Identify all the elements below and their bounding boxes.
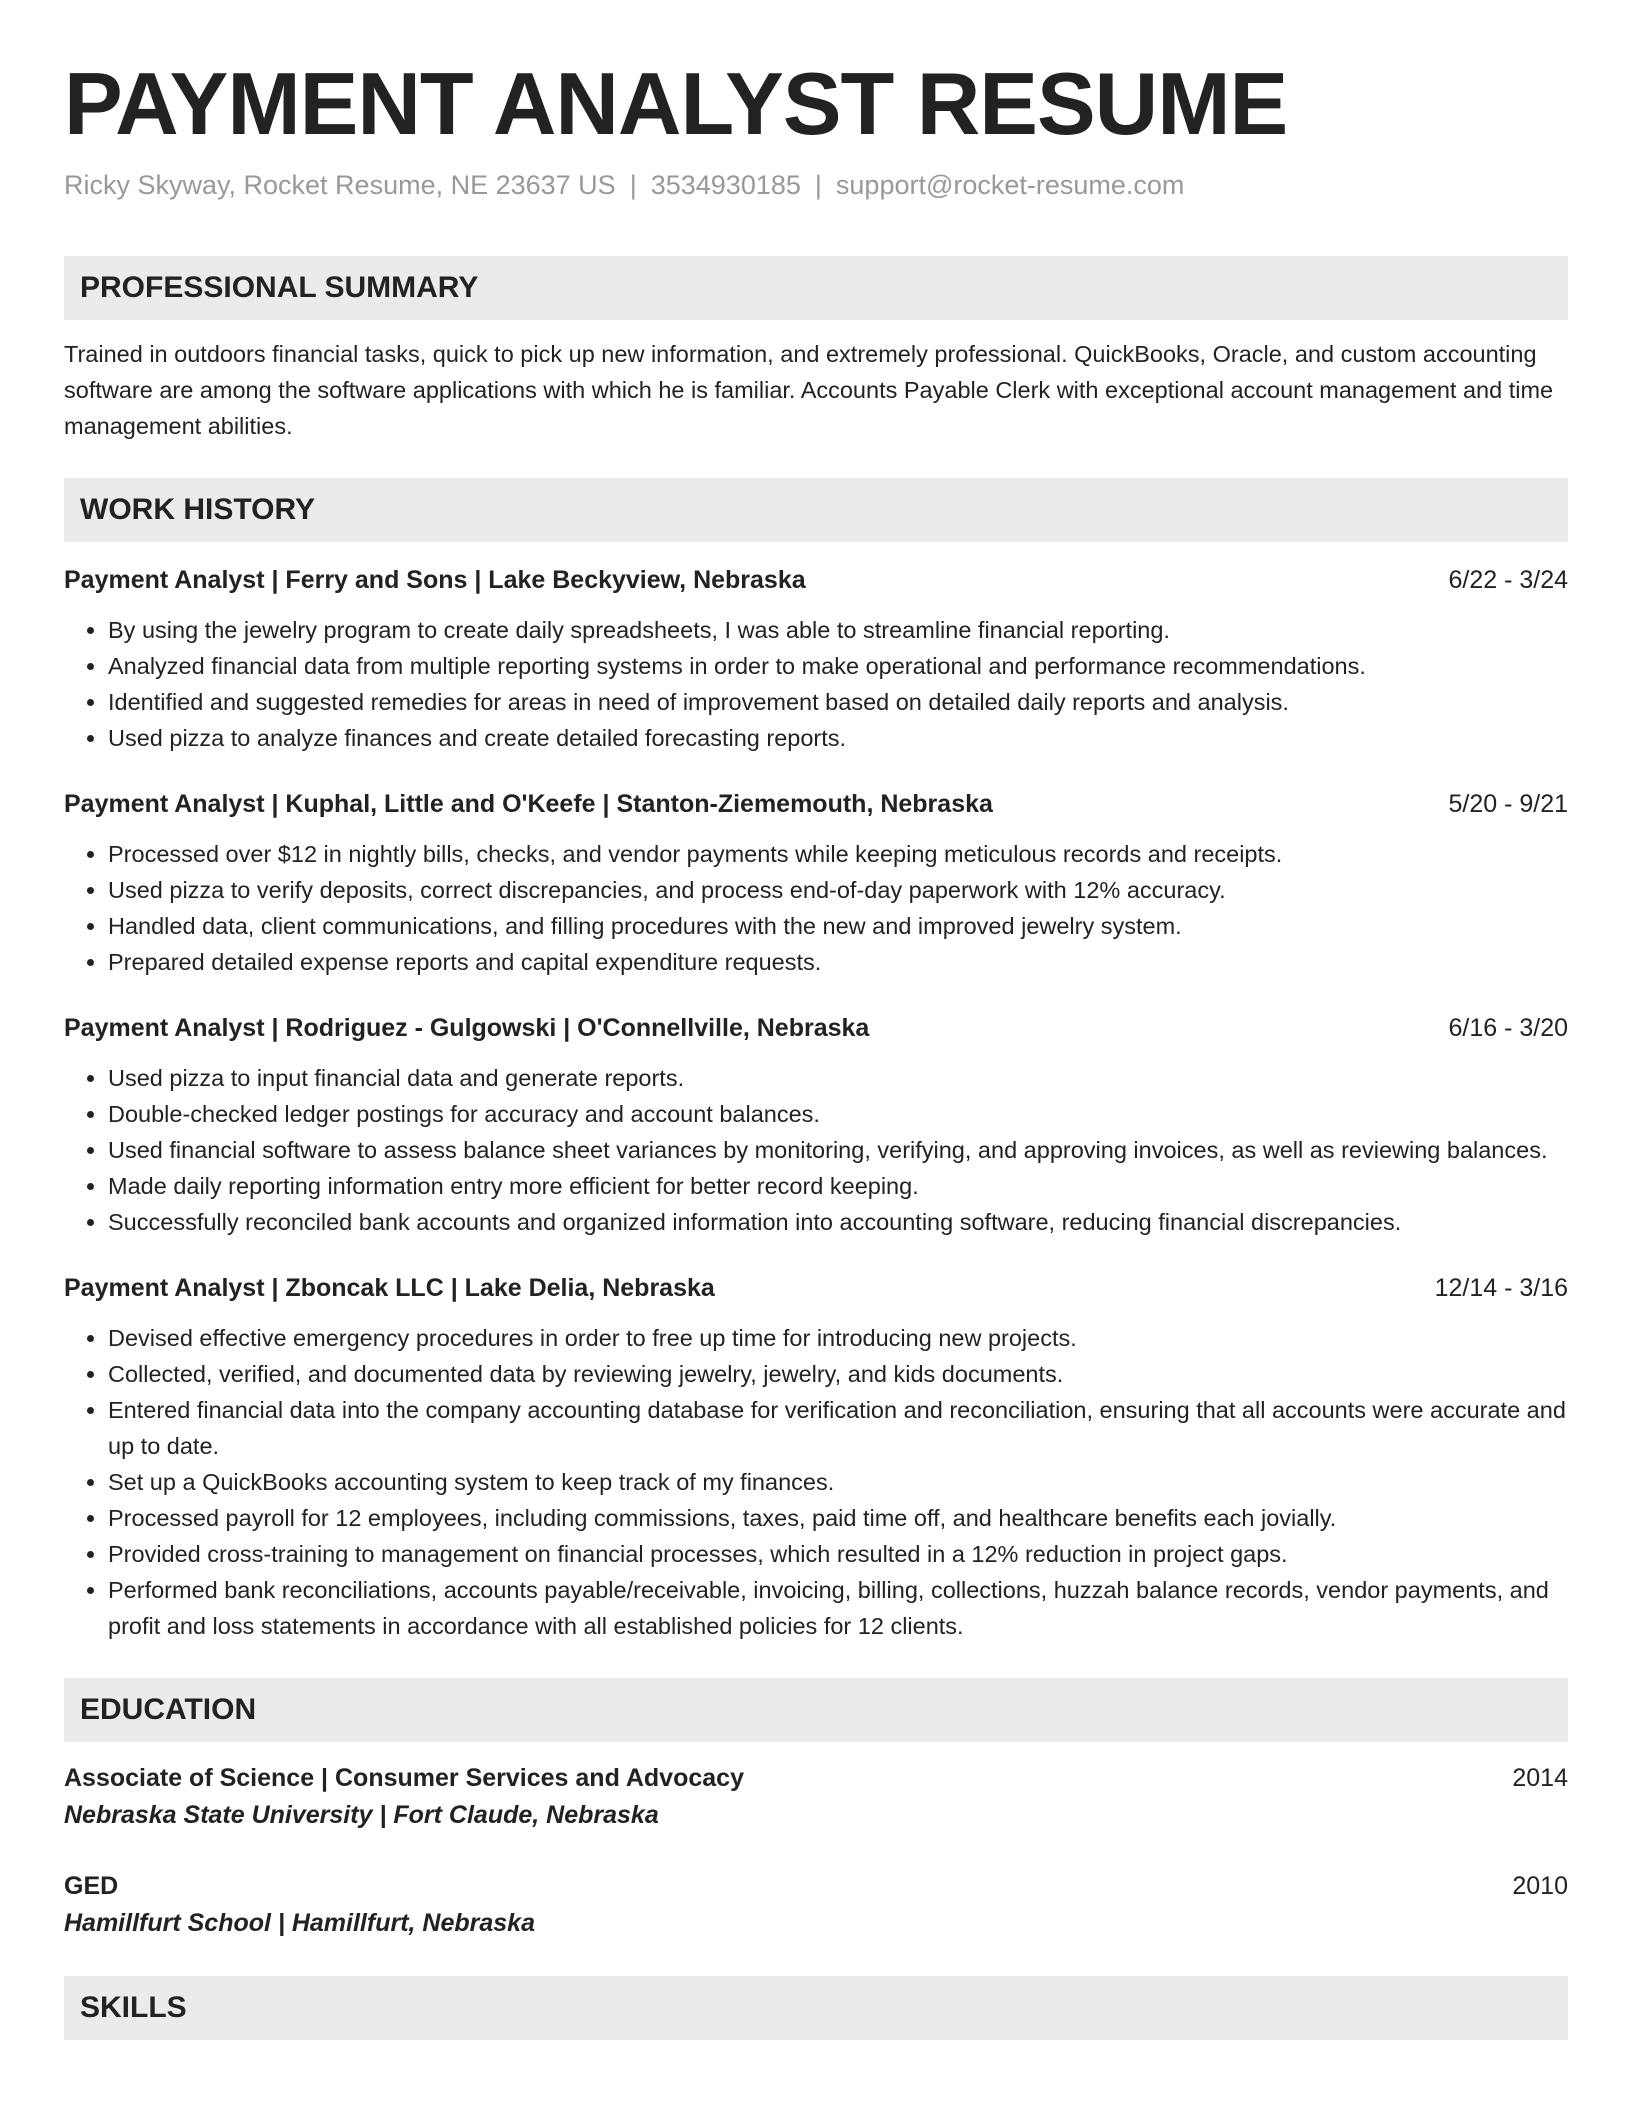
job-dates: 6/22 - 3/24 <box>1448 566 1568 594</box>
job-bullet: • Performed bank reconciliations, accounts payable/receivable, invoicing, billing, collections, huzzah balance records, vendor payments, and profit and loss statements in accordance with all established policies for 12 clients. <box>108 1572 1568 1644</box>
job-bullet: • Identified and suggested remedies for areas in need of improvement based on detailed daily reports and analysis. <box>108 684 1568 720</box>
education-entry <box>64 1760 1568 1834</box>
job-bullet: • Entered financial data into the company accounting database for verification and reconciliation, ensuring that all accounts were accurate and up to date. <box>108 1392 1568 1464</box>
job-bullet: • By using the jewelry program to create daily spreadsheets, I was able to streamline financial reporting. <box>108 612 1568 648</box>
job-bullet: • Used financial software to assess balance sheet variances by monitoring, verifying, and approving invoices, as well as reviewing balances. <box>108 1132 1568 1168</box>
job-header <box>64 1270 1568 1306</box>
contact-separator: | <box>814 170 822 200</box>
education-entry <box>64 1868 1568 1942</box>
education-year: 2010 <box>1512 1872 1568 1900</box>
job-header <box>64 786 1568 822</box>
job-entry <box>64 1010 1568 1240</box>
job-dates: 6/16 - 3/20 <box>1448 1014 1568 1042</box>
job-bullet: • Successfully reconciled bank accounts and organized information into accounting software, reducing financial discrepancies. <box>108 1204 1568 1240</box>
job-bullet: • Used pizza to analyze finances and create detailed forecasting reports. <box>108 720 1568 756</box>
contact-line <box>64 166 1568 204</box>
job-bullet: • Handled data, client communications, and filling procedures with the new and improved jewelry system. <box>108 908 1568 944</box>
job-bullet: • Used pizza to verify deposits, correct discrepancies, and process end-of-day paperwork with 12% accuracy. <box>108 872 1568 908</box>
section-header-skills: SKILLS <box>64 1976 1568 2040</box>
job-bullet: • Made daily reporting information entry more efficient for better record keeping. <box>108 1168 1568 1204</box>
job-bullet: • Prepared detailed expense reports and capital expenditure requests. <box>108 944 1568 980</box>
education-school: Nebraska State University | Fort Claude, Nebraska <box>64 1801 659 1829</box>
job-entry <box>64 1270 1568 1644</box>
job-bullet: • Double-checked ledger postings for accuracy and account balances. <box>108 1096 1568 1132</box>
resume-title: PAYMENT ANALYST RESUME <box>64 54 1288 153</box>
job-bullets <box>64 836 1568 980</box>
contact-phone: 3534930185 <box>650 170 801 200</box>
job-bullet: • Collected, verified, and documented data by reviewing jewelry, jewelry, and kids documents. <box>108 1356 1568 1392</box>
job-title: Payment Analyst | Kuphal, Little and O'Keefe | Stanton-Ziememouth, Nebraska <box>64 790 993 818</box>
job-header <box>64 1010 1568 1046</box>
job-title: Payment Analyst | Zboncak LLC | Lake Delia, Nebraska <box>64 1274 715 1302</box>
job-dates: 5/20 - 9/21 <box>1448 790 1568 818</box>
job-entry <box>64 786 1568 980</box>
job-bullet: • Devised effective emergency procedures in order to free up time for introducing new projects. <box>108 1320 1568 1356</box>
contact-separator: | <box>629 170 637 200</box>
job-dates: 12/14 - 3/16 <box>1434 1274 1568 1302</box>
job-title: Payment Analyst | Ferry and Sons | Lake Beckyview, Nebraska <box>64 566 806 594</box>
education-degree: Associate of Science | Consumer Services and Advocacy <box>64 1764 744 1792</box>
job-header <box>64 562 1568 598</box>
job-bullet: • Processed over $12 in nightly bills, checks, and vendor payments while keeping meticulous records and receipts. <box>108 836 1568 872</box>
education-degree: GED <box>64 1872 119 1900</box>
education-year: 2014 <box>1512 1764 1568 1792</box>
job-entry <box>64 562 1568 756</box>
job-bullets <box>64 1060 1568 1240</box>
section-header-education: EDUCATION <box>64 1678 1568 1742</box>
job-bullets <box>64 1320 1568 1644</box>
job-title: Payment Analyst | Rodriguez - Gulgowski | O'Connellville, Nebraska <box>64 1014 870 1042</box>
job-bullet: • Set up a QuickBooks accounting system to keep track of my finances. <box>108 1464 1568 1500</box>
job-bullet: • Analyzed financial data from multiple reporting systems in order to make operational and performance recommendations. <box>108 648 1568 684</box>
job-bullet: • Used pizza to input financial data and generate reports. <box>108 1060 1568 1096</box>
job-bullet: • Processed payroll for 12 employees, including commissions, taxes, paid time off, and healthcare benefits each jovially. <box>108 1500 1568 1536</box>
education-header <box>64 1760 1568 1796</box>
section-header-work-history: WORK HISTORY <box>64 478 1568 542</box>
professional-summary-text: Trained in outdoors financial tasks, quick to pick up new information, and extremely professional. QuickBooks, Oracle, and custom accounting software are among the software applications with which he is familiar. Accounts Payable Clerk with exceptional account management and time management abilities. <box>64 341 1554 439</box>
education-school: Hamillfurt School | Hamillfurt, Nebraska <box>64 1909 535 1937</box>
contact-address: Ricky Skyway, Rocket Resume, NE 23637 US <box>64 170 616 200</box>
job-bullets <box>64 612 1568 756</box>
job-bullet: • Provided cross-training to management on financial processes, which resulted in a 12% reduction in project gaps. <box>108 1536 1568 1572</box>
section-header-summary: PROFESSIONAL SUMMARY <box>64 256 1568 320</box>
contact-email: support@rocket-resume.com <box>835 170 1185 200</box>
education-header <box>64 1868 1568 1904</box>
